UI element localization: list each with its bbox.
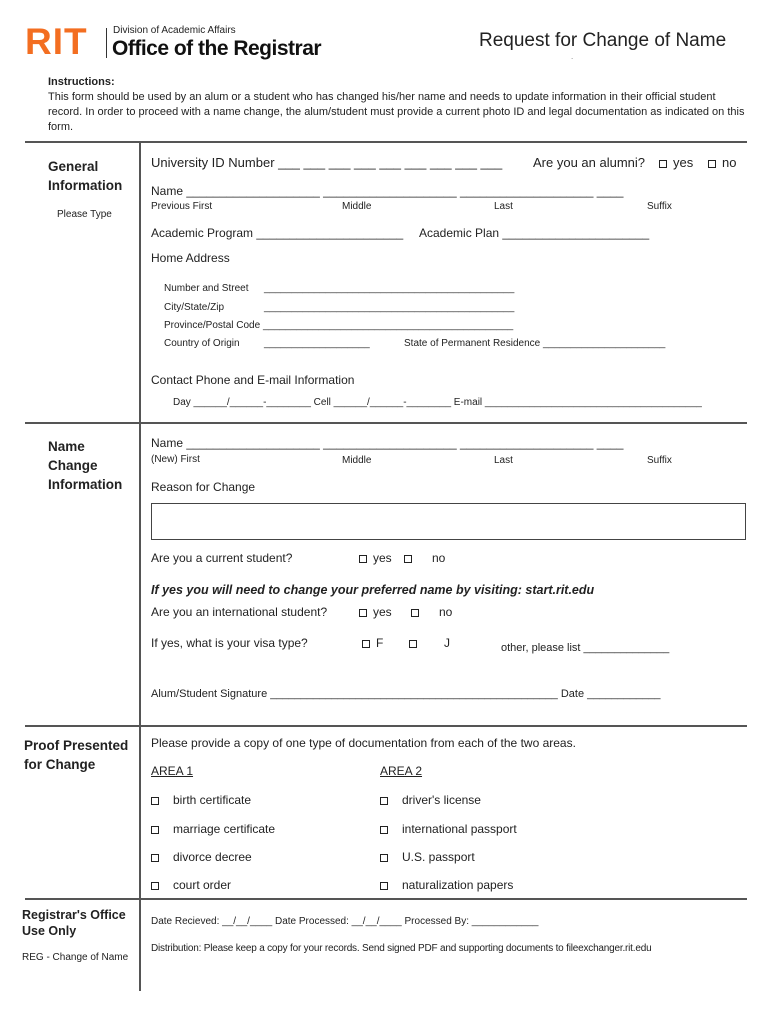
- column-divider: [139, 141, 141, 991]
- checkbox-icon: [380, 882, 388, 890]
- previous-first-caption: Previous First: [151, 201, 213, 212]
- item-label: U.S. passport: [402, 850, 475, 864]
- new-middle-caption: Middle: [342, 455, 372, 466]
- suffix-caption: Suffix: [647, 201, 672, 212]
- item-label: driver's license: [402, 793, 481, 807]
- checkbox-icon: [380, 854, 388, 862]
- yes-label: yes: [373, 605, 392, 619]
- visa-f-label: F: [376, 636, 384, 650]
- area2-item[interactable]: [380, 793, 481, 807]
- checkbox-icon: [151, 854, 159, 862]
- checkbox-icon: [359, 609, 367, 617]
- checkbox-icon: [659, 160, 667, 168]
- yes-label: yes: [373, 551, 392, 565]
- city-field[interactable]: _____________________________________________: [264, 302, 515, 313]
- instructions-heading: Instructions:: [48, 76, 115, 88]
- proof-label: Proof Presented for Change: [24, 738, 129, 772]
- office-dates-field[interactable]: Date Recieved: __/__/____ Date Processed: __/__/____ Processed By: ____________: [151, 916, 539, 927]
- rule-office: [25, 898, 747, 900]
- visa-other-field[interactable]: other, please list ______________: [501, 642, 670, 654]
- home-address-heading: Home Address: [151, 251, 230, 265]
- rule-top: [25, 141, 747, 143]
- new-first-caption: (New) First: [151, 454, 200, 465]
- logo-divider: [106, 28, 107, 58]
- instructions-body: This form should be used by an alum or a student who has changed his/her name and needs to update information in their official student record. In order to proceed with a name change, the alum/student must provide a current photo ID and legal documentation as indicated on this form.: [48, 91, 745, 133]
- area2-item[interactable]: [380, 850, 475, 864]
- reg-code: REG - Change of Name: [22, 952, 129, 963]
- academic-program-field[interactable]: Academic Program ______________________: [151, 226, 404, 240]
- city-label: City/State/Zip: [164, 302, 225, 313]
- reason-input[interactable]: [151, 503, 746, 540]
- number-street-field[interactable]: _____________________________________________: [264, 283, 515, 294]
- alumni-no-label: no: [722, 155, 737, 170]
- office-use-label: Registrar's Office Use Only: [22, 908, 126, 938]
- university-id-field[interactable]: University ID Number ___ ___ ___ ___ ___ ___ ___ ___ ___: [151, 155, 503, 170]
- new-name-field[interactable]: Name ____________________ ____________________ ____________________ ____: [151, 436, 624, 450]
- area1-item[interactable]: [151, 878, 231, 892]
- current-student-no-label: no: [432, 551, 446, 565]
- proof-instruction: Please provide a copy of one type of documentation from each of the two areas.: [151, 736, 576, 750]
- international-question: Are you an international student?: [151, 605, 328, 619]
- general-info-label: General Information: [48, 159, 123, 193]
- reason-label: Reason for Change: [151, 480, 256, 494]
- please-type-note: Please Type: [57, 209, 112, 220]
- area1-item[interactable]: [151, 850, 252, 864]
- visa-j-label: J: [444, 636, 450, 650]
- preferred-name-note: If yes you will need to change your preferred name by visiting: start.rit.edu: [151, 583, 595, 597]
- alumni-question: Are you an alumni?: [533, 155, 646, 170]
- signature-date-field[interactable]: Alum/Student Signature _______________________________________________ Date ____________: [151, 688, 661, 700]
- middle-caption: Middle: [342, 201, 372, 212]
- alumni-yes-label: yes: [673, 155, 694, 170]
- current-student-question: Are you a current student?: [151, 551, 293, 565]
- alumni-no-checkbox[interactable]: [708, 155, 736, 170]
- area1-item[interactable]: [151, 822, 275, 836]
- checkbox-icon: [151, 882, 159, 890]
- rule-proof: [25, 725, 747, 727]
- item-label: court order: [173, 878, 232, 892]
- current-student-yes[interactable]: [359, 551, 392, 565]
- checkbox-icon: [151, 826, 159, 834]
- previous-name-field[interactable]: Name ____________________ ____________________ ____________________ ____: [151, 184, 624, 198]
- country-label: Country of Origin: [164, 338, 240, 349]
- international-no-box[interactable]: [411, 605, 425, 619]
- checkbox-icon: [409, 640, 417, 648]
- area2-item[interactable]: [380, 822, 517, 836]
- item-label: birth certificate: [173, 793, 252, 807]
- rit-logo: RIT: [25, 21, 88, 62]
- international-yes[interactable]: [359, 605, 392, 619]
- international-no-label: no: [439, 605, 453, 619]
- checkbox-icon: [411, 609, 419, 617]
- rule-name-change: [25, 422, 747, 424]
- current-student-no-box[interactable]: [404, 551, 418, 565]
- number-street-label: Number and Street: [164, 283, 249, 294]
- phone-email-field[interactable]: Day ______/______-________ Cell ______/______-________ E-mail _______________________________________: [173, 397, 702, 408]
- item-label: international passport: [402, 822, 517, 836]
- checkbox-icon: [380, 826, 388, 834]
- visa-f-checkbox[interactable]: [362, 636, 383, 650]
- last-caption: Last: [494, 201, 513, 212]
- checkbox-icon: [359, 555, 367, 563]
- checkbox-icon: [404, 555, 412, 563]
- contact-heading: Contact Phone and E-mail Information: [151, 373, 355, 387]
- country-field[interactable]: ___________________: [264, 338, 370, 349]
- item-label: marriage certificate: [173, 822, 276, 836]
- area2-item[interactable]: [380, 878, 513, 892]
- academic-plan-field[interactable]: Academic Plan ______________________: [419, 226, 650, 240]
- form-title: Request for Change of Name: [479, 30, 727, 51]
- office-name: Office of the Registrar: [112, 37, 322, 60]
- checkbox-icon: [380, 797, 388, 805]
- division-name: Division of Academic Affairs: [113, 25, 236, 36]
- visa-question: If yes, what is your visa type?: [151, 636, 308, 650]
- area1-heading: AREA 1: [151, 764, 194, 778]
- title-dot: .: [571, 52, 574, 61]
- name-change-label: Name Change Information: [48, 439, 123, 492]
- alumni-yes-checkbox[interactable]: [659, 155, 693, 170]
- new-last-caption: Last: [494, 455, 513, 466]
- visa-j-box[interactable]: [409, 636, 423, 650]
- area1-item[interactable]: [151, 793, 251, 807]
- checkbox-icon: [151, 797, 159, 805]
- item-label: naturalization papers: [402, 878, 514, 892]
- checkbox-icon: [708, 160, 716, 168]
- new-suffix-caption: Suffix: [647, 455, 672, 466]
- distribution-note: Distribution: Please keep a copy for your records. Send signed PDF and supporting documents to fileexchanger.rit.edu: [151, 943, 652, 954]
- state-residence-field[interactable]: State of Permanent Residence ______________________: [404, 338, 666, 349]
- item-label: divorce decree: [173, 850, 252, 864]
- checkbox-icon: [362, 640, 370, 648]
- province-field[interactable]: Province/Postal Code _____________________________________________: [164, 320, 514, 331]
- area2-heading: AREA 2: [380, 764, 423, 778]
